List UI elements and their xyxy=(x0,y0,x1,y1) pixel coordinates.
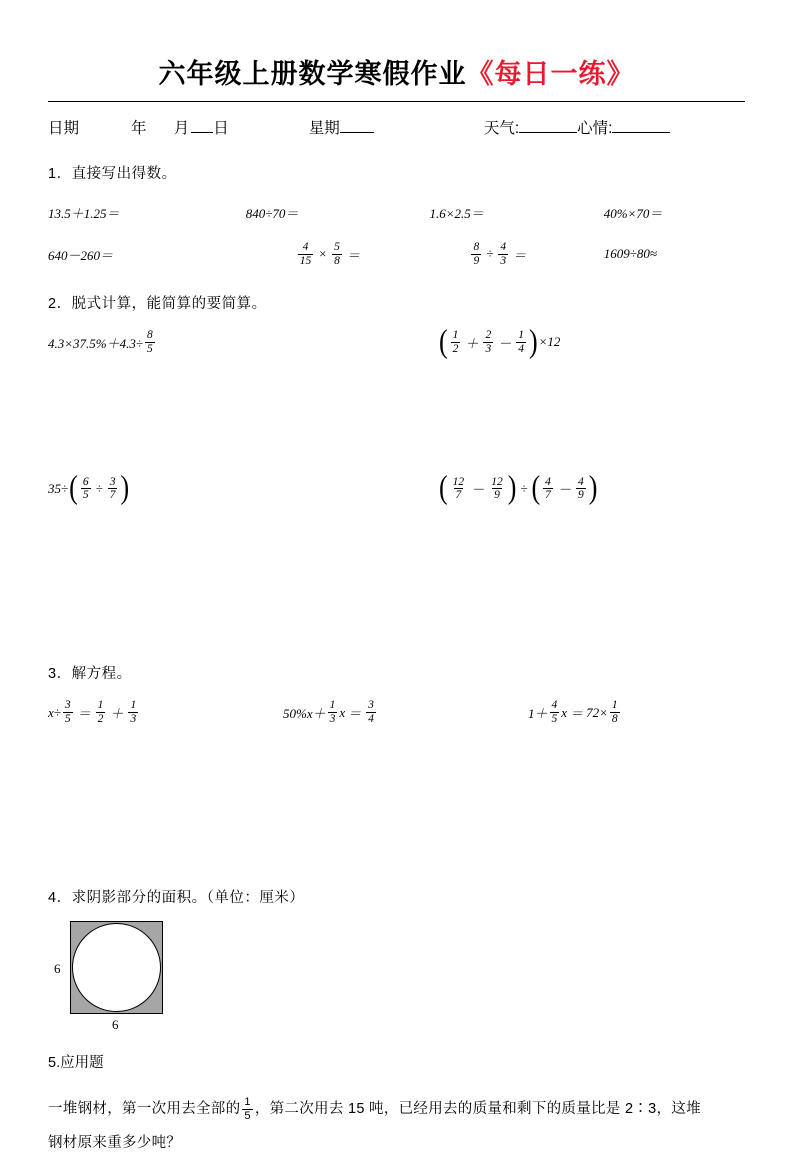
q3-eq3-mid: 72× xyxy=(586,704,608,720)
word-problem-text-c: 钢材原来重多少吨？ xyxy=(48,1135,182,1152)
equals-sign: ＝ xyxy=(77,706,91,722)
word-problem-text-a: 一堆钢材，第一次用去全部的 xyxy=(48,1101,241,1117)
page-title-highlight: 《每日一练》 xyxy=(466,59,635,89)
q3-eq1-prefix: x÷ xyxy=(48,704,61,720)
page-title xyxy=(48,52,745,91)
equals-sign: ＝ xyxy=(513,247,527,263)
fraction: $\frac{1}{3}$ xyxy=(329,699,336,726)
operator: － xyxy=(471,482,485,498)
day-blank[interactable] xyxy=(191,132,213,133)
fraction: $\frac{8}{5}$ xyxy=(147,328,153,355)
variable: x xyxy=(561,704,568,720)
week-blank[interactable] xyxy=(340,132,374,133)
word-problem-body xyxy=(48,1092,745,1160)
week-label: 星期 xyxy=(308,120,340,137)
operator: － xyxy=(557,482,571,498)
fraction: $\frac{1}{2}$ xyxy=(97,699,104,726)
section-heading-1: 1．直接写出得数。 xyxy=(48,166,177,182)
q3-eq2-prefix: 50%x＋ xyxy=(283,706,326,722)
month-label: 月 xyxy=(173,120,192,137)
q2-row-2 xyxy=(48,469,745,506)
section-heading-2: 2．脱式计算，能简算的要简算。 xyxy=(48,295,267,312)
fraction: $\frac{5}{8}$ xyxy=(334,241,340,267)
figure-label-left: 6 xyxy=(54,961,61,976)
fraction: $\frac{4}{15}$ xyxy=(299,241,312,267)
equals-sign: ＝ xyxy=(570,706,584,722)
q2-expression-4 xyxy=(438,469,738,506)
fraction: $\frac{2}{3}$ xyxy=(485,328,492,355)
section-heading-4: 4．求阴影部分的面积。（单位：厘米） xyxy=(48,890,305,906)
section-heading-5: 5.应用题 xyxy=(48,1055,104,1071)
q2-row-1 xyxy=(48,322,745,360)
fraction: $\frac{1}{5}$ xyxy=(244,1096,251,1122)
q3-equation-3 xyxy=(528,699,743,726)
q2-expression-2 xyxy=(438,322,738,360)
operator: × xyxy=(318,246,328,262)
q3-equation-1 xyxy=(48,699,283,726)
mood-label: 心情: xyxy=(577,120,613,137)
paren-close: ) xyxy=(528,322,538,360)
paren-open: ( xyxy=(69,469,78,506)
page-title-main: 六年级上册数学寒假作业 xyxy=(158,59,467,89)
day-label: 日 xyxy=(213,120,231,137)
q1-item-d: 40%×70＝ xyxy=(603,205,663,221)
fraction: $\frac{1}{2}$ xyxy=(452,328,459,355)
operator: ÷ xyxy=(95,480,103,496)
fraction: $\frac{3}{7}$ xyxy=(109,475,116,502)
operator: ＋ xyxy=(110,706,124,722)
q2-expression-1 xyxy=(48,329,438,356)
figure-label-bottom: 6 xyxy=(112,1017,119,1032)
paren-open: ( xyxy=(439,322,448,360)
paren-open: ( xyxy=(531,469,541,506)
answer-space xyxy=(48,356,745,434)
q1-item-a: 13.5＋1.25＝ xyxy=(48,205,120,221)
fraction: $\frac{1}{8}$ xyxy=(611,699,618,726)
paren-open: ( xyxy=(439,469,448,506)
operator: ÷ xyxy=(520,480,528,496)
q1-row-1 xyxy=(48,199,745,225)
q2-expr1-prefix: 4.3×37.5%＋4.3÷ xyxy=(48,335,143,351)
variable: x xyxy=(339,704,346,720)
q1-item-h: 1609÷80≈ xyxy=(603,246,657,262)
year-label: 年 xyxy=(131,120,149,137)
fraction: $\frac{6}{5}$ xyxy=(82,475,89,502)
weather-label: 天气: xyxy=(483,120,520,137)
shaded-area-figure xyxy=(48,921,218,1031)
q1-item-b: 840÷70＝ xyxy=(245,205,299,221)
answer-space xyxy=(48,502,745,580)
worksheet-page xyxy=(0,52,793,1174)
mood-blank[interactable] xyxy=(612,132,670,133)
q2-expression-3 xyxy=(48,469,438,506)
title-divider xyxy=(48,101,745,102)
date-label: 日期 xyxy=(48,120,80,137)
fraction: $\frac{1}{3}$ xyxy=(130,699,137,726)
fraction: $\frac{4}{5}$ xyxy=(551,699,558,726)
q2-expr2-suffix: ×12 xyxy=(538,334,561,350)
q1-item-c: 1.6×2.5＝ xyxy=(429,205,484,221)
answer-space xyxy=(48,580,745,638)
q2-expr3-prefix: 35÷ xyxy=(48,480,69,496)
fraction: $\frac{4}{7}$ xyxy=(545,475,551,502)
operator: ＋ xyxy=(465,335,479,351)
q3-equation-2 xyxy=(283,699,528,726)
q1-row-2 xyxy=(48,241,745,268)
q1-item-f xyxy=(246,241,430,268)
answer-space xyxy=(48,804,745,862)
q1-item-g xyxy=(429,241,603,268)
fraction: $\frac{3}{4}$ xyxy=(368,699,374,726)
operator: ÷ xyxy=(486,246,494,262)
fraction: $\frac{4}{3}$ xyxy=(500,241,507,267)
figure-circle xyxy=(72,923,161,1012)
q1-item-e: 640－260＝ xyxy=(48,247,114,263)
paren-close: ) xyxy=(588,469,598,506)
equals-sign: ＝ xyxy=(346,247,360,263)
word-problem-text-b: ，第二次用去 15 吨，已经用去的质量和剩下的质量比是 2∶3，这堆 xyxy=(254,1101,701,1117)
section-heading-3: 3．解方程。 xyxy=(48,666,132,683)
q3-row xyxy=(48,699,745,726)
operator: － xyxy=(498,335,512,351)
paren-close: ) xyxy=(507,469,517,506)
q3-eq3-prefix: 1＋ xyxy=(528,706,548,722)
weather-blank[interactable] xyxy=(519,132,577,133)
answer-space xyxy=(48,434,745,460)
fraction: $\frac{8}{9}$ xyxy=(473,241,480,267)
paren-close: ) xyxy=(120,469,130,506)
fraction: $\frac{12}{9}$ xyxy=(491,475,503,502)
fraction: $\frac{4}{9}$ xyxy=(577,475,584,502)
answer-space xyxy=(48,726,745,804)
equals-sign: ＝ xyxy=(348,706,362,722)
fraction: $\frac{12}{7}$ xyxy=(452,475,465,502)
fraction: $\frac{3}{5}$ xyxy=(64,699,71,726)
info-line xyxy=(48,116,745,138)
fraction: $\frac{1}{4}$ xyxy=(518,328,524,355)
